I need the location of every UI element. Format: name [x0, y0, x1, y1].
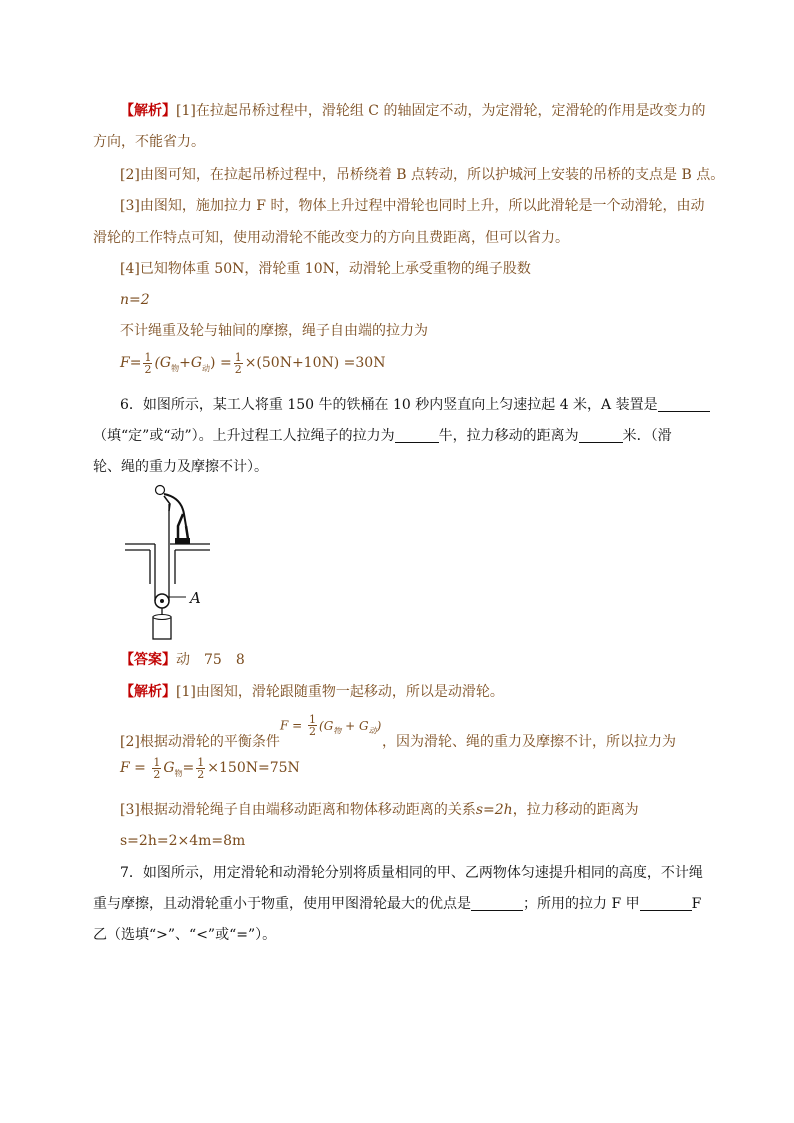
q6-blank-1[interactable]	[658, 397, 710, 412]
label-a: A	[190, 589, 201, 607]
analysis6-formula-b: F = $\frac{1}{2}$ $G_物=$ $\frac{1}{2}$ ×150N=75N	[120, 755, 300, 781]
q6-line2: （填“定”或“动”）。上升过程工人拉绳子的拉力为 牛，拉力移动的距离为 米．（滑	[93, 428, 672, 444]
q6-blank-3[interactable]	[579, 428, 623, 443]
worker-feet	[175, 538, 190, 544]
analysis-tag: 【解析】	[120, 103, 176, 119]
analysis6-line4: [3]根据动滑轮绳子自由端移动距离和物体移动距离的关系s=2h，拉力移动的距离为	[120, 802, 639, 818]
analysis6-line5: s=2h=2×4m=8m	[120, 833, 246, 849]
worker-head-icon	[156, 486, 165, 495]
q7-line1: 7．如图所示，用定滑轮和动滑轮分别将质量相同的甲、乙两物体匀速提升相同的高度，不计绳	[120, 865, 703, 881]
q6-line3: 轮、绳的重力及摩擦不计）。	[93, 459, 268, 475]
analysis5-line2: 方向，不能省力。	[93, 134, 205, 150]
analysis5-n-value: n=2	[120, 292, 150, 308]
analysis5-formula: F= $\frac{1}{2}$ $(G_物+G_动)$ = $\frac{1}{2}$ ×(50N+10N) =30N	[120, 350, 386, 376]
analysis5-line8: 不计绳重及轮与轴间的摩擦，绳子自由端的拉力为	[120, 323, 428, 339]
pulley-axle	[160, 599, 164, 603]
analysis5-line4: [3]由图知，施加拉力 F 时，物体上升过程中滑轮也同时上升，所以此滑轮是一个动滑轮，由动	[120, 198, 705, 214]
analysis-tag: 【解析】	[120, 684, 176, 700]
answer6-line: 【答案】动 75 8	[120, 652, 245, 668]
worker-leg-front	[178, 514, 183, 539]
analysis5-line1: 【解析】[1]在拉起吊桥过程中，滑轮组 C 的轴固定不动，为定滑轮，定滑轮的作用是改变力的	[120, 103, 706, 119]
analysis5-line5: 滑轮的工作特点可知，使用动滑轮不能改变力的方向且费距离，但可以省力。	[93, 230, 569, 246]
worker-leg-back	[186, 526, 188, 539]
analysis6-line2b: ，因为滑轮、绳的重力及摩擦不计，所以拉力为	[382, 734, 676, 750]
worker-back	[164, 494, 186, 526]
analysis5-line3: [2]由图可知，在拉起吊桥过程中，吊桥绕着 B 点转动，所以护城河上安装的吊桥的支点是 B 点。	[120, 167, 725, 183]
bucket-rim	[153, 615, 171, 620]
pulley-figure	[120, 484, 220, 644]
analysis5-line6: [4]已知物体重 50N，滑轮重 10N，动滑轮上承受重物的绳子股数	[120, 261, 531, 277]
q7-blank-2[interactable]	[640, 896, 692, 911]
analysis6-line1: 【解析】[1]由图知，滑轮跟随重物一起移动，所以是动滑轮。	[120, 684, 504, 700]
q6-blank-2[interactable]	[395, 428, 439, 443]
analysis6-formula-a: F = $\frac{1}{2}$ $(G_物 + G_动)$	[280, 713, 382, 738]
q7-blank-1[interactable]	[471, 896, 523, 911]
q7-line3: 乙（选填“>”、“<”或“=”）。	[93, 927, 277, 943]
bucket-icon	[153, 617, 171, 639]
q7-line2: 重与摩擦，且动滑轮重小于物重，使用甲图滑轮最大的优点是 ；所用的拉力 F 甲 F	[93, 896, 702, 912]
answer-tag: 【答案】	[120, 652, 176, 668]
q6-line1: 6．如图所示，某工人将重 150 牛的铁桶在 10 秒内竖直向上匀速拉起 4 米，A 装置是	[120, 396, 710, 414]
analysis6-line2: [2]根据动滑轮的平衡条件	[120, 734, 280, 750]
worker-arm	[164, 496, 170, 511]
